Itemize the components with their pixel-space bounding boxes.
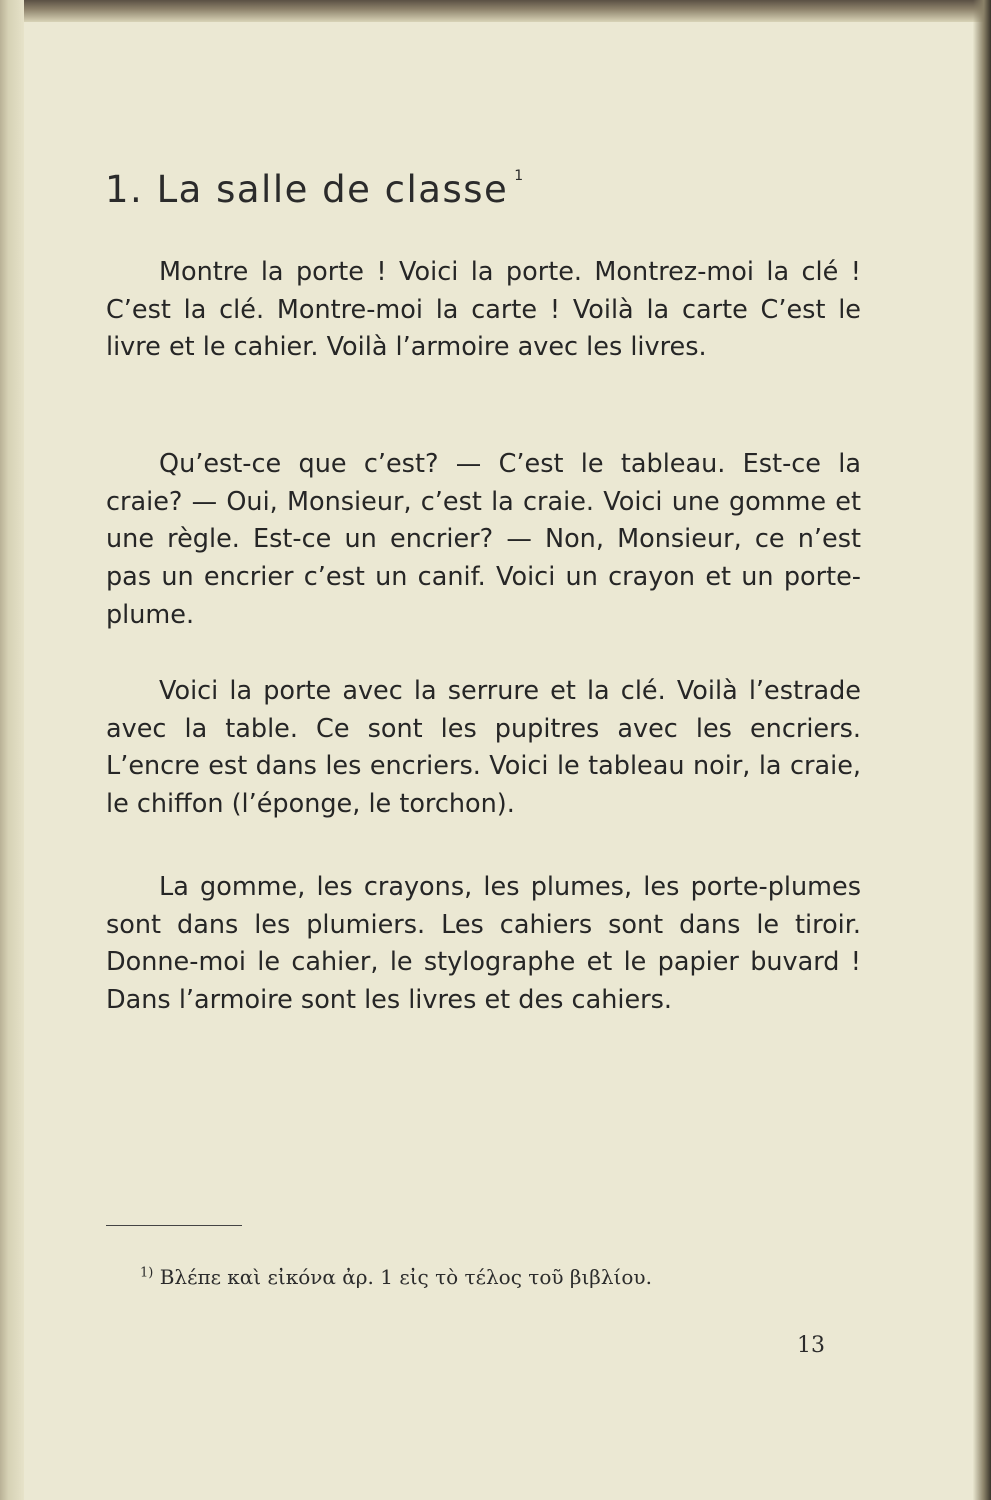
footnote-text: Βλέπε καὶ εἰκόνα ἀρ. 1 εἰς τὸ τέλος τοῦ βιβλίου. xyxy=(159,1265,652,1289)
chapter-title xyxy=(105,168,525,211)
chapter-footnote-marker: 1 xyxy=(514,168,525,184)
paragraph-1: Montre la porte ! Voici la porte. Montrez-moi la clé ! C’est la clé. Montre-moi la carte ! Voilà la carte C’est le livre et le cahier. Voilà l’armoire avec les livres. xyxy=(106,257,861,363)
footnote-divider xyxy=(106,1225,242,1226)
scan-left-edge xyxy=(0,0,24,1500)
scan-right-edge xyxy=(973,0,991,1500)
paragraph-4: La gomme, les crayons, les plumes, les porte-plumes sont dans les plumiers. Les cahiers sont dans le tiroir. Donne-moi le cahier, le stylographe et le papier buvard ! Dans l’armoire sont les livres et des cahiers. xyxy=(106,872,861,1016)
footnote-marker: 1) xyxy=(140,1265,154,1281)
chapter-title-text: 1. La salle de classe xyxy=(105,168,509,211)
paragraph-3: Voici la porte avec la serrure et la clé. Voilà l’estrade avec la table. Ce sont les pupitres avec les encriers. L’encre est dans les encriers. Voici le tableau noir, la craie, le chiffon (l’éponge, le torchon). xyxy=(106,676,861,820)
page-number: 13 xyxy=(797,1333,825,1358)
footnote xyxy=(140,1265,652,1289)
scan-top-edge xyxy=(0,0,991,22)
paragraph-2: Qu’est-ce que c’est? — C’est le tableau. Est-ce la craie? — Oui, Monsieur, c’est la craie. Voici une gomme et une règle. Est-ce un encrier? — Non, Monsieur, ce n’est pas un encrier c’est un canif. Voici un crayon et un porte-plume. xyxy=(106,449,861,630)
